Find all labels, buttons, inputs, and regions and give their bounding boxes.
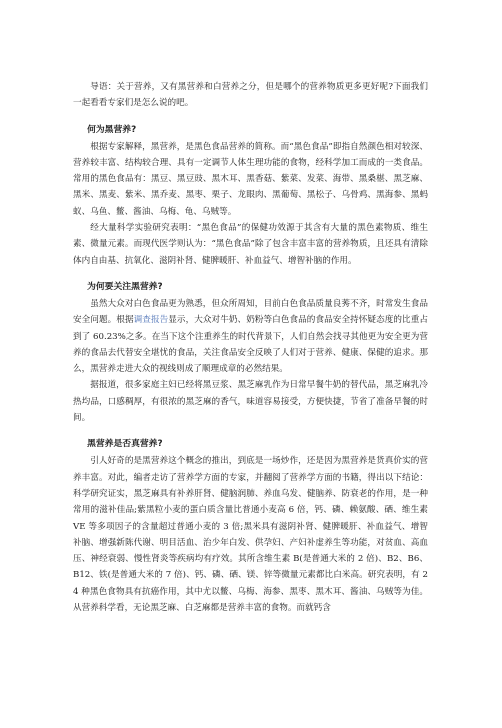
section-heading-is-real: 黑营养是否真营养? [87, 439, 163, 450]
document-page [0, 79, 502, 728]
section-gap [73, 269, 428, 277]
paragraph-conclusion: 引人好奇的是黑营养这个概念的推出，到底是一场炒作，还是因为黑营养是货真价实的营养丰富。对此，编者走访了营养学方面的专家，并翻阅了营养学方面的书籍，得出以下结论：科学研究证实，黑芝麻具有补养肝肾、健脑润肺、养血乌发、健脑养、防衰老的作用，是一种常用的滋补佳品;紫黑粒小麦的蛋白质含量比普通小麦高 6 倍，钙、磷、赖氨酸、硒、维生素 VE 等多项因子的含量超过普通小麦的 3 倍;黑米具有滋阴补肾、健脾暖肝、补血益气、增智补脑、增强新陈代谢、明目活血、治少年白发、供孕妇、产妇补虚养生等功能，对贫血、高血压、神经衰弱、慢性肾炎等疾病均有疗效。其所含维生素 B(是普通大米的 2 倍)、B2、B6、B12、铁(是普通大米的 7 倍)、钙、磷、硒、镁、锌等微量元素都比白米高。研究表明，有 24 种黑色食物具有抗癌作用，其中尤以鳖、乌梅、海参、黑枣、黑木耳、酱油、乌贼等为佳。从营养科学看，无论黑芝麻、白芝麻都是营养丰富的食物。而就钙含 [73, 456, 428, 614]
survey-report-link[interactable]: 调查报告 [133, 315, 169, 326]
paragraph-definition: 根据专家解释，黑营养，是黑色食品营养的简称。而“黑色食品”即指自然颜色相对较深、营养较丰富、结构较合理、具有一定调节人体生理功能的食物，经科学加工而成的一类食品。常用的黑色食品有：黑豆、黑豆豉、黑木耳、黑香菇、紫菜、发菜、海带、黑桑椹、黑芝麻、黑米、黑麦、紫米、黑乔麦、黑枣、栗子、龙眼肉、黑葡萄、黑松子、乌骨鸡、黑海参、黑蚂蚁、乌鱼、鳖、酱油、乌梅、龟、乌贼等。 [73, 141, 428, 217]
section-heading-what-is: 何为黑营养? [87, 124, 137, 135]
intro-paragraph: 导语：关于营养，又有黑营养和白营养之分，但是哪个的营养物质更多更好呢?下面我们一起看看专家们是怎么说的吧。 [73, 82, 428, 109]
paragraph-food-safety [73, 296, 428, 377]
text-run: 显示，大众对牛奶、奶粉等白色食品的食品安全持怀疑态度的比重占到了 60.23%之多。在当下这个注重养生的时代背景下，人们自然会找寻其他更为安全更为营养的食品去代替安全堪忧的食品，关注食品安全反映了人们对于营养、健康、保健的追求。那么，黑营养走进大众的视线则成了顺理成章的必然结果。 [73, 315, 428, 375]
section-gap [73, 112, 428, 120]
section-heading-why-care: 为何要关注黑营养? [87, 281, 163, 292]
section-gap [73, 426, 428, 434]
paragraph-research: 经大量科学实验研究表明：“黑色食品”的保健功效源于其含有大量的黑色素物质、维生素、微量元素。而现代医学则认为：“黑色食品”除了包含丰富丰富的营养物质，且还具有清除体内自由基、抗氧化、滋阴补肾、健脾暖肝、补血益气、增智补脑的作用。 [73, 223, 428, 266]
text-run: 虽然大众对白色食品更为熟悉，但众所周知，目前白色食品质量良莠不齐，时常发生食品安全问题。根据 [73, 298, 428, 326]
paragraph-breakfast: 据报道，很多家庭主妇已经将黑豆浆、黑芝麻乳作为日常早餐牛奶的替代品，黑芝麻乳冷热均品，口感稠厚，有很浓的黑芝麻的香气，味道容易接受，方便快捷，节省了准备早餐的时间。 [73, 380, 428, 424]
